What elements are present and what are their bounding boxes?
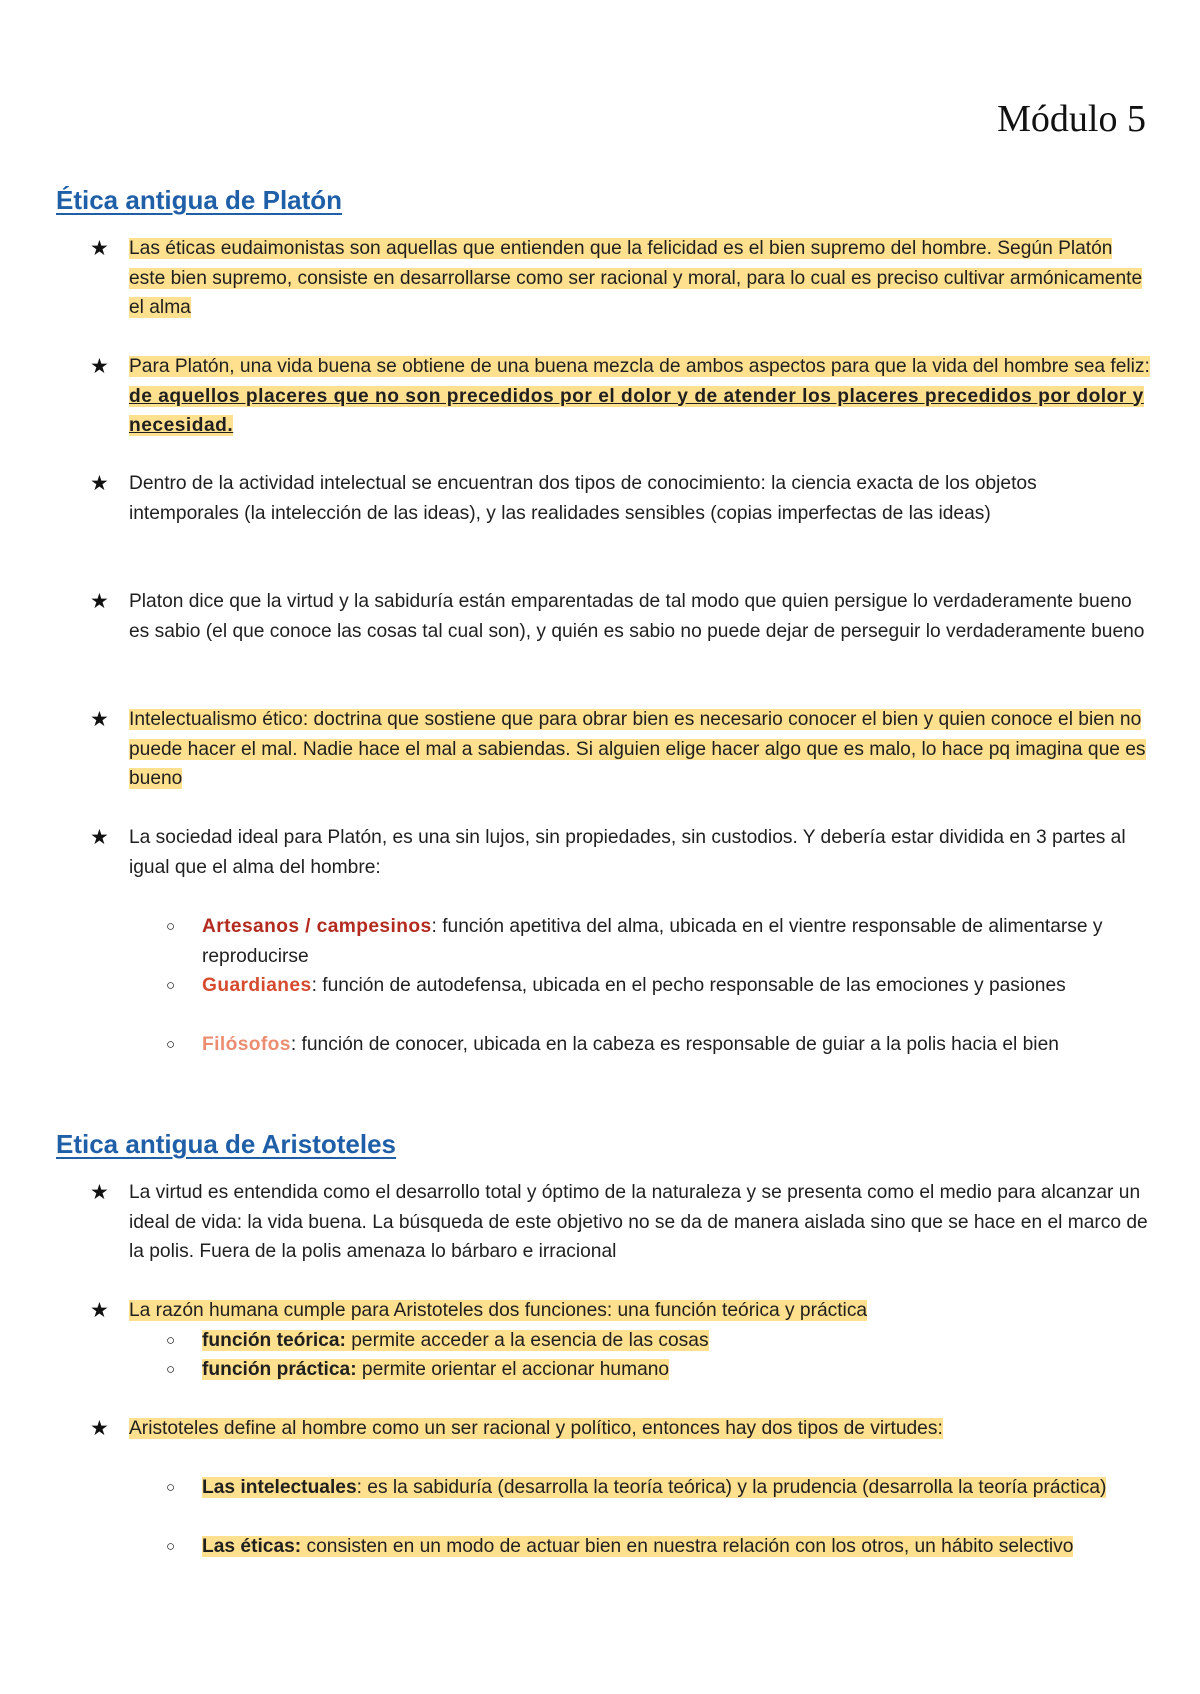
sub-item xyxy=(166,912,1156,971)
circle-bullet-icon: ○ xyxy=(166,977,176,994)
star-bullet-icon: ★ xyxy=(90,237,109,260)
circle-bullet-icon: ○ xyxy=(166,918,176,935)
class-desc: : función de conocer, ubicada en la cabeza es responsable de guiar a la polis hacia el bien xyxy=(290,1034,1059,1055)
class-term: Artesanos / campesinos xyxy=(202,916,432,937)
function-term: función teórica: xyxy=(202,1330,346,1351)
bullet-text: Dentro de la actividad intelectual se encuentran dos tipos de conocimiento: la ciencia exacta de los objetos intemporales (la intelección de las ideas), y las realidades sensibles (copias imperfectas de las ideas) xyxy=(129,473,1037,524)
star-bullet-icon: ★ xyxy=(90,1299,109,1322)
function-desc: permite orientar el accionar humano xyxy=(356,1359,670,1380)
bullet-item xyxy=(90,469,1150,528)
bullet-item xyxy=(90,1296,1150,1326)
sub-item xyxy=(166,1030,1156,1060)
sub-item xyxy=(166,1532,1156,1562)
bullet-bold-text: de aquellos placeres que no son precedidos por el dolor y de atender los placeres precedidos por dolor y necesidad. xyxy=(129,385,1144,436)
circle-bullet-icon: ○ xyxy=(166,1361,176,1378)
bullet-text: Aristoteles define al hombre como un ser racional y político, entonces hay dos tipos de virtudes: xyxy=(129,1418,943,1439)
bullet-text: Para Platón, una vida buena se obtiene de una buena mezcla de ambos aspectos para que la vida del hombre sea feliz: xyxy=(129,356,1150,377)
class-term: Guardianes xyxy=(202,975,312,996)
virtue-term: Las éticas: xyxy=(202,1536,302,1557)
bullet-text: La razón humana cumple para Aristoteles dos funciones: una función teórica y práctica xyxy=(129,1300,868,1321)
sub-item xyxy=(166,1326,1156,1356)
virtue-desc: consisten en un modo de actuar bien en nuestra relación con los otros, un hábito selectivo xyxy=(301,1536,1074,1557)
bullet-text: La virtud es entendida como el desarrollo total y óptimo de la naturaleza y se presenta como el medio para alcanzar un ideal de vida: la vida buena. La búsqueda de este objetivo no se da de manera aislada sino que se hace en el marco de la polis. Fuera de la polis amenaza lo bárbaro e irracional xyxy=(129,1182,1148,1262)
function-term: función práctica: xyxy=(202,1359,357,1380)
star-bullet-icon: ★ xyxy=(90,590,109,613)
sub-item xyxy=(166,971,1156,1001)
star-bullet-icon: ★ xyxy=(90,1181,109,1204)
bullet-text: La sociedad ideal para Platón, es una sin lujos, sin propiedades, sin custodios. Y debería estar dividida en 3 partes al igual que el alma del hombre: xyxy=(129,827,1126,878)
bullet-text: Las éticas eudaimonistas son aquellas que entienden que la felicidad es el bien supremo del hombre. Según Platón este bien supremo, consiste en desarrollarse como ser racional y moral, para lo cual es preciso cultivar armónicamente el alma xyxy=(129,238,1143,318)
class-desc: : función de autodefensa, ubicada en el pecho responsable de las emociones y pasiones xyxy=(311,975,1066,996)
section-heading-platon: Ética antigua de Platón xyxy=(56,185,343,215)
module-title: Módulo 5 xyxy=(997,98,1146,140)
sub-item xyxy=(166,1355,1156,1385)
bullet-item xyxy=(90,705,1150,794)
star-bullet-icon: ★ xyxy=(90,826,109,849)
class-term: Filósofos xyxy=(202,1034,291,1055)
bullet-item xyxy=(90,1414,1150,1444)
sub-item xyxy=(166,1473,1156,1503)
circle-bullet-icon: ○ xyxy=(166,1332,176,1349)
bullet-item xyxy=(90,823,1150,882)
section-heading-aristoteles: Etica antigua de Aristoteles xyxy=(56,1129,397,1159)
star-bullet-icon: ★ xyxy=(90,472,109,495)
virtue-desc: : es la sabiduría (desarrolla la teoría teórica) y la prudencia (desarrolla la teoría práctica) xyxy=(356,1477,1107,1498)
star-bullet-icon: ★ xyxy=(90,1417,109,1440)
bullet-text: Intelectualismo ético: doctrina que sostiene que para obrar bien es necesario conocer el bien y quien conoce el bien no puede hacer el mal. Nadie hace el mal a sabiendas. Si alguien elige hacer algo que es malo, lo hace pq imagina que es bueno xyxy=(129,709,1146,789)
circle-bullet-icon: ○ xyxy=(166,1538,176,1555)
bullet-item xyxy=(90,234,1150,323)
bullet-text: Platon dice que la virtud y la sabiduría están emparentadas de tal modo que quien persigue lo verdaderamente bueno es sabio (el que conoce las cosas tal cual son), y quién es sabio no puede dejar de perseguir lo verdaderamente bueno xyxy=(129,591,1145,642)
virtue-term: Las intelectuales xyxy=(202,1477,357,1498)
circle-bullet-icon: ○ xyxy=(166,1036,176,1053)
bullet-item xyxy=(90,1178,1150,1267)
class-desc: : función apetitiva del alma, ubicada en el vientre responsable de alimentarse y reproducirse xyxy=(202,916,1103,967)
circle-bullet-icon: ○ xyxy=(166,1479,176,1496)
function-desc: permite acceder a la esencia de las cosas xyxy=(345,1330,709,1351)
bullet-item xyxy=(90,352,1150,441)
bullet-item xyxy=(90,587,1150,646)
star-bullet-icon: ★ xyxy=(90,355,109,378)
star-bullet-icon: ★ xyxy=(90,708,109,731)
